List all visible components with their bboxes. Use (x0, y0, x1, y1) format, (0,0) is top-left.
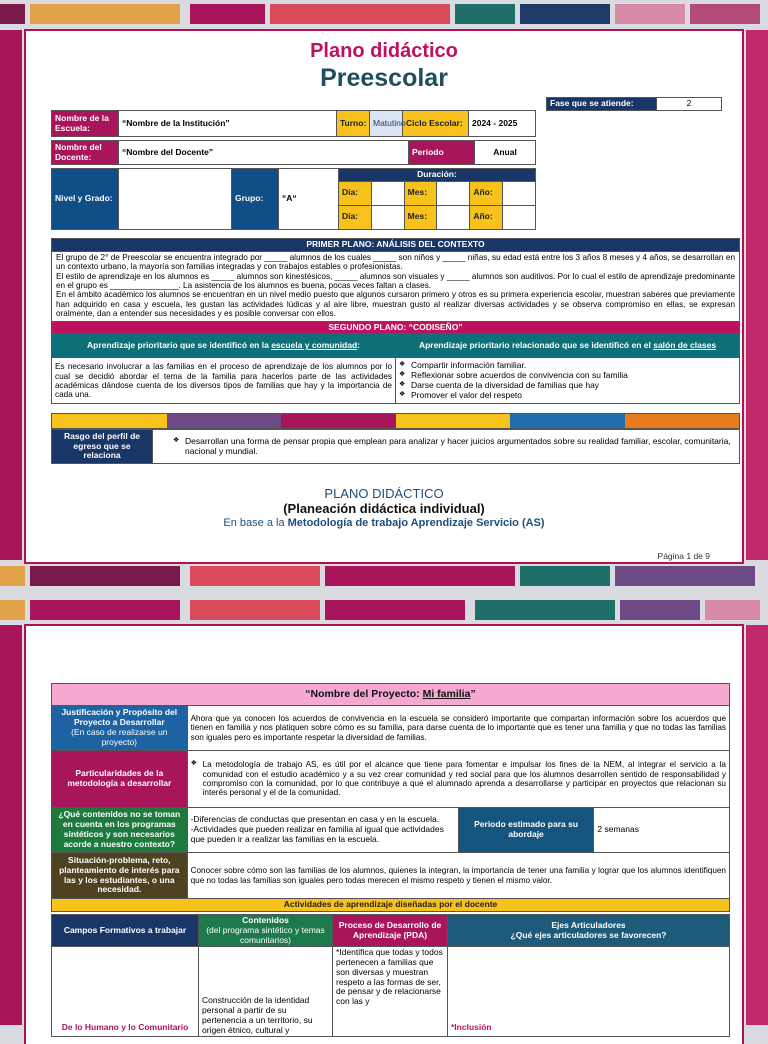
nivel-value (119, 169, 232, 230)
aprend-right-header (396, 334, 740, 358)
dia-label: Día: (339, 181, 372, 205)
dia-value-2 (371, 205, 404, 229)
page-title: Plano didáctico (310, 40, 458, 62)
proyecto-name: Mi familia (422, 688, 471, 701)
part-text-cell (187, 751, 729, 808)
anio-value-2 (503, 205, 536, 229)
mes-label-2: Mes: (404, 205, 437, 229)
anio-label-2: Año: (470, 205, 503, 229)
contenido-value: Construcción de la identidad personal a partir de su pertenencia a un territorio, su origen étnico, cultural y (199, 947, 333, 1037)
ejes-header-sub: ¿Qué ejes articuladores se favorecen? (510, 929, 667, 940)
act-header: Actividades de aprendizaje diseñadas por el docente (52, 899, 730, 912)
aprend-right-item: ❖ Reflexionar sobre acuerdos de convivencia con su familia (399, 371, 736, 381)
mes-label: Mes: (404, 181, 437, 205)
proyecto-prefix: “Nombre del Proyecto: (305, 688, 423, 701)
nivel-label: Nivel y Grado: (52, 169, 119, 230)
plano-subtitle: (Planeación didáctica individual) (283, 501, 485, 516)
fase-value: 2 (657, 98, 722, 111)
ejes-header (448, 915, 730, 947)
grupo-value: “A“ (279, 169, 339, 230)
proyecto-table (51, 683, 730, 912)
just-text: Ahora que ya conocen los acuerdos de convivencia en la escuela se consideró importante que compartan información sobre los acuerdos que tienen en familia y nos platiquen sobre cómo es su familia, para darse cuenta de lo importante que es tener una familia y que no todas las familias son iguales pero es importante respetar la diversidad de familias. (187, 706, 729, 751)
page-subtitle: Preescolar (320, 64, 448, 92)
contenidos-header-sub: (del programa sintético y temas comunitarios) (206, 924, 325, 945)
methodology-prefix: En base a la (223, 517, 288, 529)
page2 (24, 624, 744, 1044)
rasgo-text-cell (153, 430, 740, 464)
periodo-estimado-value: 2 semanas (594, 808, 730, 853)
aprend-left-header-text: Aprendizaje prioritario que se identificó en la (86, 340, 272, 351)
aprend-left-text: Es necesario involucrar a las familias en el proceso de aprendizaje de los alumnos por lo cual se decidió abordar el tema de la familia para hacerlos parte de las actividades académicas dándose cuenta de los diversos tipos de familias que hay y la importancia de cada una. (52, 358, 396, 404)
context-paragraph: El estilo de aprendizaje en los alumnos es _____ alumnos son kinestésicos, _____ alumnos son visuales y _____ alumnos son auditivos. Por lo cual el estilo de aprendizaje predominante en el grupo es _______________. La asistencia de los alumnos es buena, pocas veces faltan a clases. (56, 271, 735, 291)
anio-value-1 (503, 181, 536, 205)
aprend-right-list (396, 358, 740, 404)
page1 (24, 29, 744, 564)
turno-value: Matutino (370, 111, 403, 137)
context-text (52, 251, 740, 321)
mes-value-1 (437, 181, 470, 205)
contenidos-header-text: Contenidos (242, 915, 289, 925)
rasgo-text: ❖ Desarrollan una forma de pensar propia que emplean para analizar y hacer juicios argumentados sobre su realidad familiar, escolar, comunitaria, nacional y mundial. (173, 437, 736, 457)
mes-value-2 (437, 205, 470, 229)
aprend-right-item: ❖ Promover el valor del respeto (399, 391, 736, 401)
fase-table (546, 97, 722, 111)
aprend-right-header-underlined: salón de clases (653, 340, 717, 351)
segundo-plano-header: SEGUNDO PLANO: “CODISEÑO” (52, 321, 740, 334)
cont-text-1: -Diferencias de conductas que presentan en casa y en la escuela. (190, 814, 440, 825)
cont-label: ¿Qué contenidos no se toman en cuenta en los programas sintéticos y son necesarios acorde a nuestro contexto? (52, 808, 188, 853)
primer-plano-header: PRIMER PLANO: ANÁLISIS DEL CONTEXTO (52, 239, 740, 252)
ciclo-label: Ciclo Escolar: (403, 111, 469, 137)
just-label (52, 706, 188, 751)
anio-label: Año: (470, 181, 503, 205)
school-info-table (51, 110, 536, 137)
page-number: Página 1 de 9 (657, 551, 710, 561)
aprend-right-item: ❖ Compartir información familiar. (399, 361, 736, 371)
school-label: Nombre de la Escuela: (52, 111, 119, 137)
campos-table (51, 914, 730, 1037)
rasgo-table (51, 429, 740, 464)
methodology-line (26, 517, 742, 529)
periodo-estimado-label: Periodo estimado para su abordaje (458, 808, 594, 853)
docente-value: “Nombre del Docente” (119, 141, 409, 165)
campo-value: De lo Humano y lo Comunitario (52, 947, 199, 1037)
nivel-table (51, 168, 536, 230)
context-paragraph: El grupo de 2° de Preescolar se encuentra integrado por _____ alumnos de los cuales _____ son niños y _____ niñas, su edad está entre los 3 años 8 meses y 4 años, se desarrollan en un contexto urbano, la mayoría son familias integradas y con trabajos estables o profesionistas. (56, 252, 735, 272)
contenidos-header (199, 915, 333, 947)
color-bar-segment (52, 414, 167, 428)
page2-frame (0, 595, 768, 1035)
proyecto-title (52, 684, 730, 706)
just-label-text: Justificación y Propósito del Proyecto a Desarrollar (61, 707, 178, 728)
part-text: ❖ La metodología de trabajo AS, es útil por el alcance que tiene para fomentar e impulsar los fines de la NEM, al integrar el servicio a la comunidad con el estudio académico y a su vez crear comunidad y red social para que los alumnos desarrollen sentido de responsabilidad y compromiso con la comunidad, por lo que contribuye a que el alumnado aprenda a desarrollarse y participar en proyectos que relacionan su interés personal y el de la comunidad. (191, 760, 726, 798)
aprend-left-header-underlined: escuela y comunidad (271, 340, 358, 351)
color-bar-segment (625, 414, 740, 428)
cont-text-2: -Actividades que pueden realizar en familia al igual que actividades que pueden ir a realizar las familias en la escuela. (190, 824, 444, 844)
aprend-right-header-text: Aprendizaje prioritario relacionado que se identificó en el (418, 340, 654, 351)
school-value: “Nombre de la Institución” (119, 111, 337, 137)
fase-label: Fase que se atiende: (547, 98, 657, 111)
periodo-value: Anual (475, 141, 536, 165)
part-label: Particularidades de la metodología a desarrollar (52, 751, 188, 808)
context-paragraph: En el ámbito académico los alumnos se encuentran en un nivel medio puesto que algunos cursaron primero y otros es su primera experiencia escolar, muestran saberes que previamente han adquirido en casa y escuela, les gustan las actividades lúdicas y al aire libre, muestran gusto al realizar diversas actividades y se observa compromiso en ellas, se expresan oralmente, dan a entender sus necesidades y es posible conversar con ellos. (56, 290, 735, 319)
periodo-label: Periodo (409, 141, 475, 165)
docente-table (51, 140, 536, 165)
duracion-label: Duración: (339, 169, 536, 182)
color-bar (51, 413, 740, 429)
dia-label-2: Día: (339, 205, 372, 229)
context-table (51, 238, 740, 404)
color-bar-segment (167, 414, 282, 428)
docente-label: Nombre del Docente: (52, 141, 119, 165)
sit-text: Conocer sobre cómo son las familias de los alumnos, quienes la integran, la importancia de tener una familia y lograr que los alumnos identifiquen que no todas las familias son iguales pero todas merecen el mismo respeto y tienen el mismo valor. (187, 853, 729, 899)
color-bar-segment (396, 414, 511, 428)
color-bar-segment (510, 414, 625, 428)
cont-text-cell (187, 808, 458, 853)
dia-value-1 (371, 181, 404, 205)
ejes-header-text: Ejes Articuladores (551, 919, 626, 930)
pda-header: Proceso de Desarrollo de Aprendizaje (PDA) (333, 915, 448, 947)
sit-label: Situación-problema, reto, planteamiento de interés para las y los estudiantes, o una necesidad. (52, 853, 188, 899)
eje-value: *Inclusión (448, 947, 730, 1037)
pda-value: *Identifica que todas y todos pertenecen a familias que son diversas y muestran respeto a las formas de ser, de pensar y de relacionarse con las y (333, 947, 448, 1037)
plano-title: PLANO DIDÁCTICO (324, 486, 444, 501)
turno-label: Turno: (337, 111, 370, 137)
just-label-sub: (En caso de realizarse un proyecto) (71, 727, 168, 747)
campos-header: Campos Formativos a trabajar (52, 915, 199, 947)
aprend-left-header-colon: : (357, 340, 361, 351)
aprend-left-header (52, 334, 396, 358)
color-bar-segment (281, 414, 396, 428)
ciclo-value: 2024 - 2025 (469, 111, 536, 137)
grupo-label: Grupo: (232, 169, 279, 230)
proyecto-suffix: ” (470, 688, 476, 701)
rasgo-label: Rasgo del perfil de egreso que se relaciona (52, 430, 153, 464)
methodology-name: Metodología de trabajo Aprendizaje Servicio (AS) (287, 517, 545, 529)
aprend-right-item: ❖ Darse cuenta de la diversidad de familias que hay (399, 381, 736, 391)
